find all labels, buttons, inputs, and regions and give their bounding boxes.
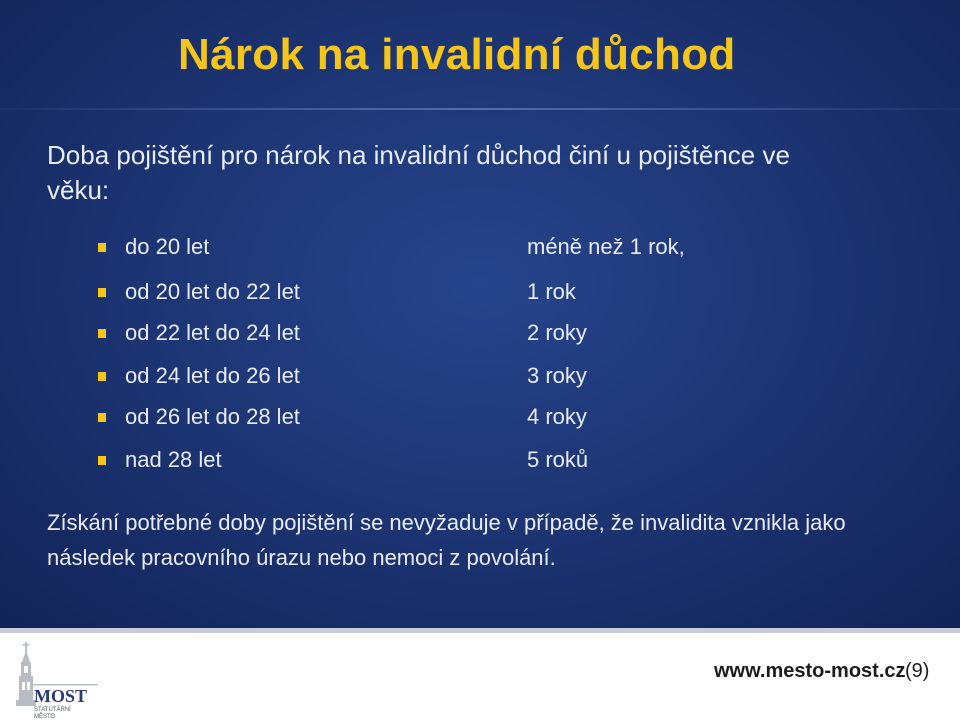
required-period: 1 rok: [527, 279, 576, 304]
note-text: Získání potřebné doby pojištění se nevyžaduje v případě, že invalidita vznikla jako následek pracovního úrazu nebo nemoci z povolání.: [47, 510, 846, 570]
list-item: [0, 277, 960, 317]
svg-text:MOST: MOST: [34, 686, 88, 706]
square-bullet-icon: [98, 456, 106, 465]
city-logo: [10, 634, 110, 720]
list-item: [0, 361, 960, 401]
list-item: [0, 402, 960, 442]
list-item: [0, 318, 960, 358]
required-period: 3 roky: [527, 363, 587, 388]
svg-text:MĚSTO: MĚSTO: [34, 714, 56, 720]
age-range: do 20 let: [125, 234, 210, 259]
square-bullet-icon: [98, 288, 106, 297]
age-range: od 26 let do 28 let: [125, 404, 300, 429]
list-item: [0, 232, 960, 272]
required-period: 2 roky: [527, 320, 587, 345]
square-bullet-icon: [98, 243, 106, 252]
age-range: od 22 let do 24 let: [125, 320, 300, 345]
age-range: nad 28 let: [125, 447, 222, 472]
square-bullet-icon: [98, 372, 106, 381]
svg-text:STATUTÁRNÍ: STATUTÁRNÍ: [34, 707, 71, 713]
required-period: méně než 1 rok,: [527, 234, 685, 259]
page-number: (9): [905, 660, 930, 682]
intro-text: Doba pojištění pro nárok na invalidní důchod činí u pojištěnce ve věku:: [47, 140, 790, 205]
website-link[interactable]: www.mesto-most.cz: [714, 660, 906, 682]
age-range: od 20 let do 22 let: [125, 279, 300, 304]
title-divider: [0, 108, 960, 110]
age-range: od 24 let do 26 let: [125, 363, 300, 388]
required-period: 5 roků: [527, 447, 589, 472]
footer-divider: [0, 628, 960, 633]
list-item: [0, 445, 960, 485]
square-bullet-icon: [98, 329, 106, 338]
required-period: 4 roky: [527, 404, 587, 429]
square-bullet-icon: [98, 413, 106, 422]
slide-title: Nárok na invalidní důchod: [178, 30, 736, 79]
